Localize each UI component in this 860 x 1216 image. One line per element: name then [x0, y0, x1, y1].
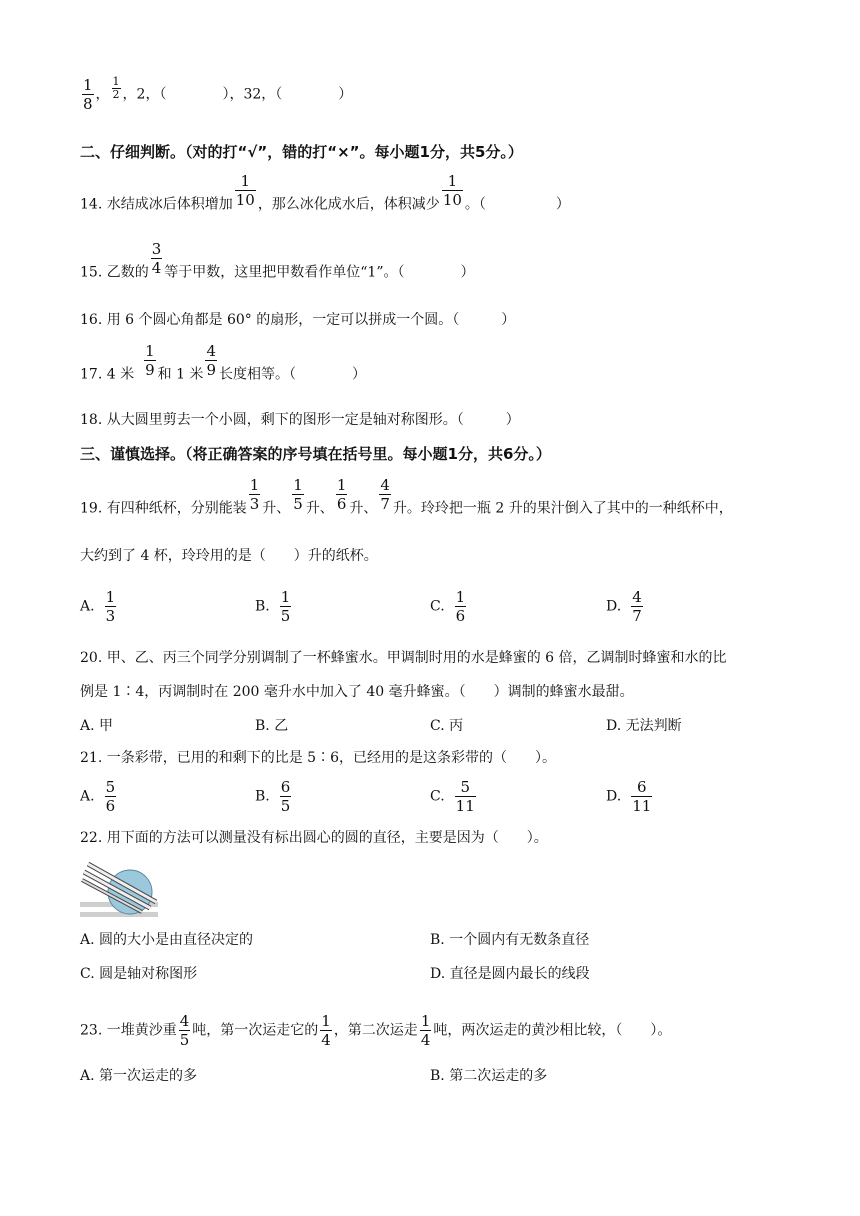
- option-b[interactable]: B. 一个圆内有无数条直径: [430, 932, 590, 948]
- fraction: $\frac{1}{4}$: [420, 1012, 431, 1049]
- option-d[interactable]: D. $\frac{4}{7}$: [606, 588, 642, 625]
- option-b[interactable]: B. 乙: [255, 718, 289, 734]
- option-b[interactable]: B. 第二次运走的多: [430, 1068, 548, 1084]
- option-a[interactable]: A. 第一次运走的多: [80, 1068, 198, 1084]
- option-b[interactable]: B. $\frac{6}{5}$: [255, 778, 291, 815]
- option-a[interactable]: A. 圆的大小是由直径决定的: [80, 932, 254, 948]
- fraction: $\frac{5}{6}$: [105, 778, 116, 815]
- question-22: 22. 用下面的方法可以测量没有标出圆心的圆的直径，主要是因为（ ）。: [80, 830, 548, 846]
- fraction: $\frac{4}{9}$: [206, 342, 216, 379]
- question-18: 18. 从大圆里剪去一个小圆，剩下的图形一定是轴对称图形。（ ）: [80, 412, 520, 428]
- option-c[interactable]: C. $\frac{5}{11}$: [430, 778, 475, 815]
- fraction: $\frac{3}{4}$: [151, 240, 162, 277]
- fraction: $\frac{1}{8}$: [83, 76, 93, 113]
- question-19: 19. 有四种纸杯，分别能装 $\frac{1}{3}$ 升、 $\frac{1}{5}$ 升、 $\frac{1}{6}$ 升、 $\frac{4}{7}$ 升。玲玲把一瓶 2 升的果汁倒入了其中的一种纸杯中，: [80, 476, 733, 517]
- question-14: 14. 水结成冰后体积增加 $\frac{1}{10}$ ，那么冰化成水后，体积减少 $\frac{1}{10}$ 。（ ）: [80, 172, 570, 213]
- option-a[interactable]: A. $\frac{5}{6}$: [80, 778, 116, 815]
- option-c[interactable]: C. 丙: [430, 718, 464, 734]
- option-d[interactable]: D. $\frac{6}{11}$: [606, 778, 652, 815]
- fraction: $\frac{1}{10}$: [235, 172, 255, 209]
- option-a[interactable]: A. $\frac{1}{3}$: [80, 588, 116, 625]
- question-21: 21. 一条彩带，已用的和剩下的比是 5∶6，已经用的是这条彩带的（ ）。: [80, 750, 556, 766]
- fraction: $\frac{1}{3}$: [105, 588, 116, 625]
- fraction: $\frac{4}{5}$: [179, 1012, 190, 1049]
- fraction: $\frac{6}{11}$: [632, 778, 652, 815]
- fraction: $\frac{1}{5}$: [280, 588, 291, 625]
- fraction: $\frac{1}{10}$: [442, 172, 462, 209]
- option-a[interactable]: A. 甲: [80, 718, 114, 734]
- question-20: 20. 甲、乙、丙三个同学分别调制了一杯蜂蜜水。甲调制时用的水是蜂蜜的 6 倍，乙调制时蜂蜜和水的比: [80, 650, 727, 666]
- question-20-line2: 例是 1∶4，丙调制时在 200 毫升水中加入了 40 毫升蜂蜜。（ ）调制的蜂蜜水最甜。: [80, 684, 634, 700]
- fraction: $\frac{1}{9}$: [145, 342, 155, 379]
- option-b[interactable]: B. $\frac{1}{5}$: [255, 588, 291, 625]
- question-16: 16. 用 6 个圆心角都是 60° 的扇形，一定可以拼成一个圆。（ ）: [80, 312, 516, 328]
- fraction: $\frac{4}{7}$: [632, 588, 642, 625]
- option-c[interactable]: C. 圆是轴对称图形: [80, 966, 198, 982]
- question-23: 23. 一堆黄沙重 $\frac{4}{5}$ 吨，第一次运走它的 $\frac{1}{4}$ ，第二次运走 $\frac{1}{4}$ 吨，两次运走的黄沙相比较，（ ）。: [80, 1012, 672, 1049]
- fraction: $\frac{4}{7}$: [380, 476, 390, 513]
- fraction: $\frac{1}{2}$: [112, 75, 120, 101]
- fraction: $\frac{1}{5}$: [293, 476, 303, 513]
- question-19-line2: 大约到了 4 杯，玲玲用的是（ ）升的纸杯。: [80, 548, 378, 564]
- fraction: $\frac{6}{5}$: [280, 778, 291, 815]
- fraction: $\frac{1}{4}$: [321, 1012, 331, 1049]
- option-d[interactable]: D. 无法判断: [606, 718, 682, 734]
- sequence-line: $\frac{1}{8}$ ， $\frac{1}{2}$ ，2，（ ），32，（ ）: [83, 75, 353, 113]
- option-c[interactable]: C. $\frac{1}{6}$: [430, 588, 466, 625]
- option-d[interactable]: D. 直径是圆内最长的线段: [430, 966, 590, 982]
- section-2-title: 二、仔细判断。（对的打“√”，错的打“×”。每小题1分，共5分。）: [80, 143, 523, 161]
- section-3-title: 三、谨慎选择。（将正确答案的序号填在括号里。每小题1分，共6分。）: [80, 445, 551, 463]
- fraction: $\frac{1}{6}$: [455, 588, 466, 625]
- question-17: 17. 4 米 $\frac{1}{9}$ 和 1 米 $\frac{4}{9}$ 长度相等。（ ）: [80, 342, 366, 383]
- diameter-measure-figure: [80, 858, 160, 920]
- question-15: 15. 乙数的 $\frac{3}{4}$ 等于甲数，这里把甲数看作单位“1”。（ ）: [80, 240, 475, 281]
- fraction: $\frac{1}{3}$: [249, 476, 260, 513]
- fraction: $\frac{5}{11}$: [455, 778, 475, 815]
- fraction: $\frac{1}{6}$: [336, 476, 347, 513]
